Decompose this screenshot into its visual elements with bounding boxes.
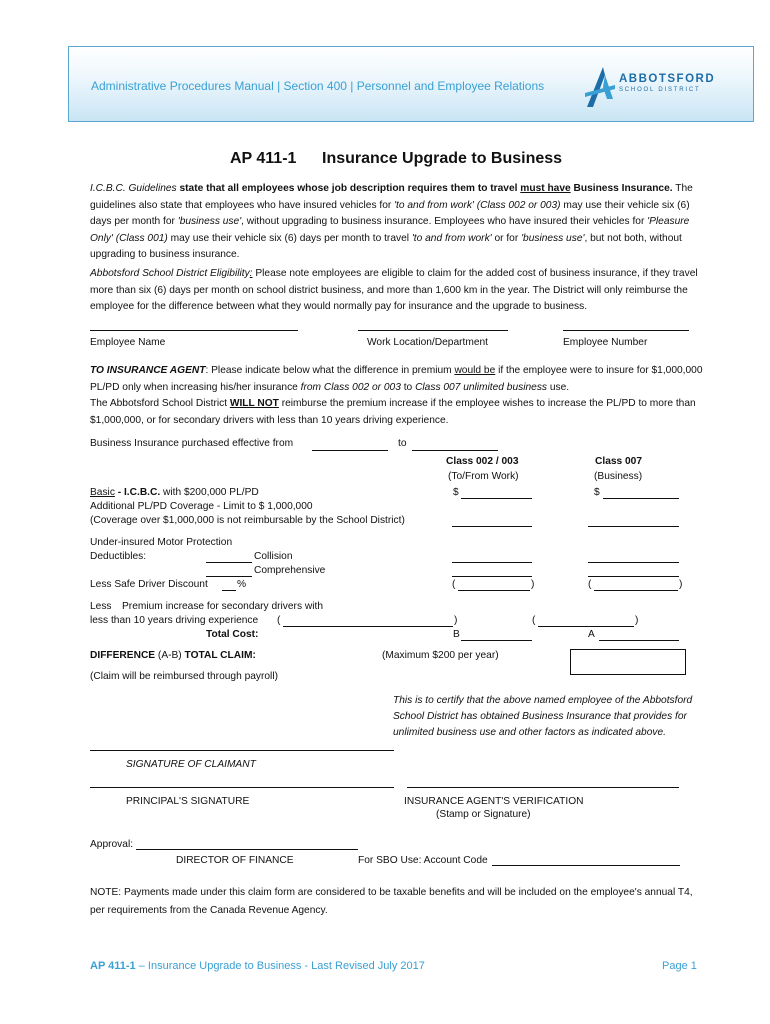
agent-verification-label: INSURANCE AGENT'S VERIFICATION [404, 796, 584, 807]
reimbursed-note: (Claim will be reimbursed through payroll) [90, 671, 278, 682]
maximum-note: (Maximum $200 per year) [382, 650, 499, 661]
total-a-label: A [588, 629, 595, 640]
paren-open: ( [277, 615, 281, 626]
deductible-class002-field[interactable] [452, 576, 532, 577]
collision-amount-field[interactable] [206, 562, 252, 563]
eligibility-paragraph: Abbotsford School District Eligibility: Please note employees are eligible to claim for the added cost of business insurance, if they travel more than six (6) days per month on school district business, and more than 1,600 km in the year. The District will only reimburse the employee for the difference between what they would normally pay for insurance and the upgrade to business. [90, 268, 698, 312]
page-number: Page 1 [662, 960, 697, 972]
account-code-field[interactable] [492, 865, 680, 866]
paren-open: ( [452, 579, 456, 590]
taxable-benefits-note: NOTE: Payments made under this claim form are considered to be taxable benefits and will be included on the employee's annual T4, per requirements from the Canada Revenue Agency. [90, 887, 693, 916]
certification-statement: This is to certify that the above named employee of the Abbotsford School District has obtained Business Insurance that provides for unlimited business use and other factors as indicated above. [393, 695, 693, 738]
class-002-003-heading: Class 002 / 003 [446, 456, 519, 467]
employee-number-label: Employee Number [563, 337, 648, 348]
approval-label: Approval: [90, 839, 134, 850]
deductibles-label: Deductibles: [90, 551, 147, 562]
business-subheading: (Business) [594, 471, 643, 482]
basic-class007-field[interactable] [603, 498, 679, 499]
sbo-account-code-label: For SBO Use: Account Code [358, 855, 488, 866]
paren-open: ( [588, 579, 592, 590]
underinsured-class002-field[interactable] [452, 562, 532, 563]
director-of-finance-label: DIRECTOR OF FINANCE [176, 855, 294, 866]
reimbursement-limit-paragraph: The Abbotsford School District WILL NOT reimburse the premium increase if the employee wishes to increase the PL/PD to more than $1,000,000, or for secondary drivers with less than 10 years driving experience. [90, 398, 696, 426]
to-from-work-subheading: (To/From Work) [448, 471, 519, 482]
less-than-10-years-label: less than 10 years driving experience [90, 615, 259, 626]
effective-from-date-field[interactable] [312, 450, 388, 451]
discount-class002-field[interactable] [458, 590, 530, 591]
comprehensive-label: Comprehensive [254, 565, 326, 576]
claimant-signature-label: SIGNATURE OF CLAIMANT [126, 759, 256, 770]
procedure-code: AP 411-1 [230, 150, 297, 167]
premium-increase-label: Premium increase for secondary drivers with [122, 601, 323, 612]
employee-number-line[interactable] [563, 330, 689, 331]
icbc-guidelines-paragraph: I.C.B.C. Guidelines state that all employees whose job description requires them to travel must have Business Insurance. The guidelines also state that employees who have insured vehicles for 'to and from work' (Class 002 or 003) may use their vehicle six (6) days per month for 'business use', without upgrading to business insurance. Employees who have insured their vehicles for 'Pleasure Only' (Class 001) may use their vehicle six (6) days per month to travel 'to and from work' or for 'business use', but not both, without upgrading to business insurance. [90, 183, 693, 260]
claimant-signature-line[interactable] [90, 750, 394, 751]
employee-name-label: Employee Name [90, 337, 166, 348]
comprehensive-amount-field[interactable] [206, 576, 252, 577]
paren-close: ) [635, 615, 639, 626]
purchased-effective-label: Business Insurance purchased effective from [90, 438, 294, 449]
basic-class002-field[interactable] [461, 498, 532, 499]
page-title: Insurance Upgrade to Business [322, 150, 563, 167]
agent-verification-sub: (Stamp or Signature) [436, 809, 531, 820]
total-b-label: B [453, 629, 460, 640]
work-location-line[interactable] [358, 330, 508, 331]
difference-total-claim-label: DIFFERENCE (A-B) TOTAL CLAIM: [90, 650, 256, 661]
total-cost-label: Total Cost: [206, 629, 259, 640]
approval-signature-line[interactable] [136, 849, 358, 850]
percent-sign: % [237, 579, 247, 590]
employee-name-line[interactable] [90, 330, 298, 331]
underinsured-label: Under-insured Motor Protection [90, 537, 233, 548]
abbotsford-logo-icon [583, 65, 617, 109]
additional-class007-field[interactable] [588, 526, 679, 527]
secondary-driver-class007-field[interactable] [538, 626, 634, 627]
paren-open: ( [532, 615, 536, 626]
footer-document-title: AP 411-1 – Insurance Upgrade to Business - Last Revised July 2017 [90, 960, 425, 972]
agent-verification-line[interactable] [407, 787, 679, 788]
manual-section-heading: Administrative Procedures Manual | Section 400 | Personnel and Employee Relations [91, 79, 545, 93]
dollar-sign: $ [594, 487, 600, 498]
coverage-over-note: (Coverage over $1,000,000 is not reimbursable by the School District) [90, 515, 405, 526]
principal-signature-line[interactable] [90, 787, 394, 788]
basic-icbc-label: Basic - I.C.B.C. with $200,000 PL/PD [90, 487, 259, 498]
header-banner [68, 46, 754, 122]
safe-driver-percent-field[interactable] [222, 590, 236, 591]
less-label: Less [90, 601, 112, 612]
safe-driver-discount-label: Less Safe Driver Discount [90, 579, 208, 590]
class-007-heading: Class 007 [595, 456, 643, 467]
logo-wordmark: ABBOTSFORD [619, 73, 716, 85]
insurance-agent-instructions: TO INSURANCE AGENT: Please indicate below what the difference in premium would be if the employee were to insure for $1,000,000 PL/PD only when increasing his/her insurance from Class 002 or 003 to Class 007 unlimited business use. [90, 365, 703, 393]
logo-subtitle: SCHOOL DISTRICT [619, 87, 701, 93]
paren-close: ) [531, 579, 535, 590]
additional-class002-field[interactable] [452, 526, 532, 527]
deductible-class007-field[interactable] [588, 576, 679, 577]
additional-coverage-label: Additional PL/PD Coverage - Limit to $ 1,000,000 [90, 501, 313, 512]
discount-class007-field[interactable] [594, 590, 678, 591]
to-label: to [398, 438, 407, 449]
paren-close: ) [454, 615, 458, 626]
principal-signature-label: PRINCIPAL'S SIGNATURE [126, 796, 250, 807]
secondary-driver-class002-field[interactable] [283, 626, 453, 627]
collision-label: Collision [254, 551, 293, 562]
total-cost-b-field[interactable] [461, 640, 532, 641]
total-claim-box[interactable] [570, 649, 686, 675]
effective-to-date-field[interactable] [412, 450, 498, 451]
work-location-label: Work Location/Department [367, 337, 488, 348]
paren-close: ) [679, 579, 683, 590]
dollar-sign: $ [453, 487, 459, 498]
underinsured-class007-field[interactable] [588, 562, 679, 563]
total-cost-a-field[interactable] [599, 640, 679, 641]
